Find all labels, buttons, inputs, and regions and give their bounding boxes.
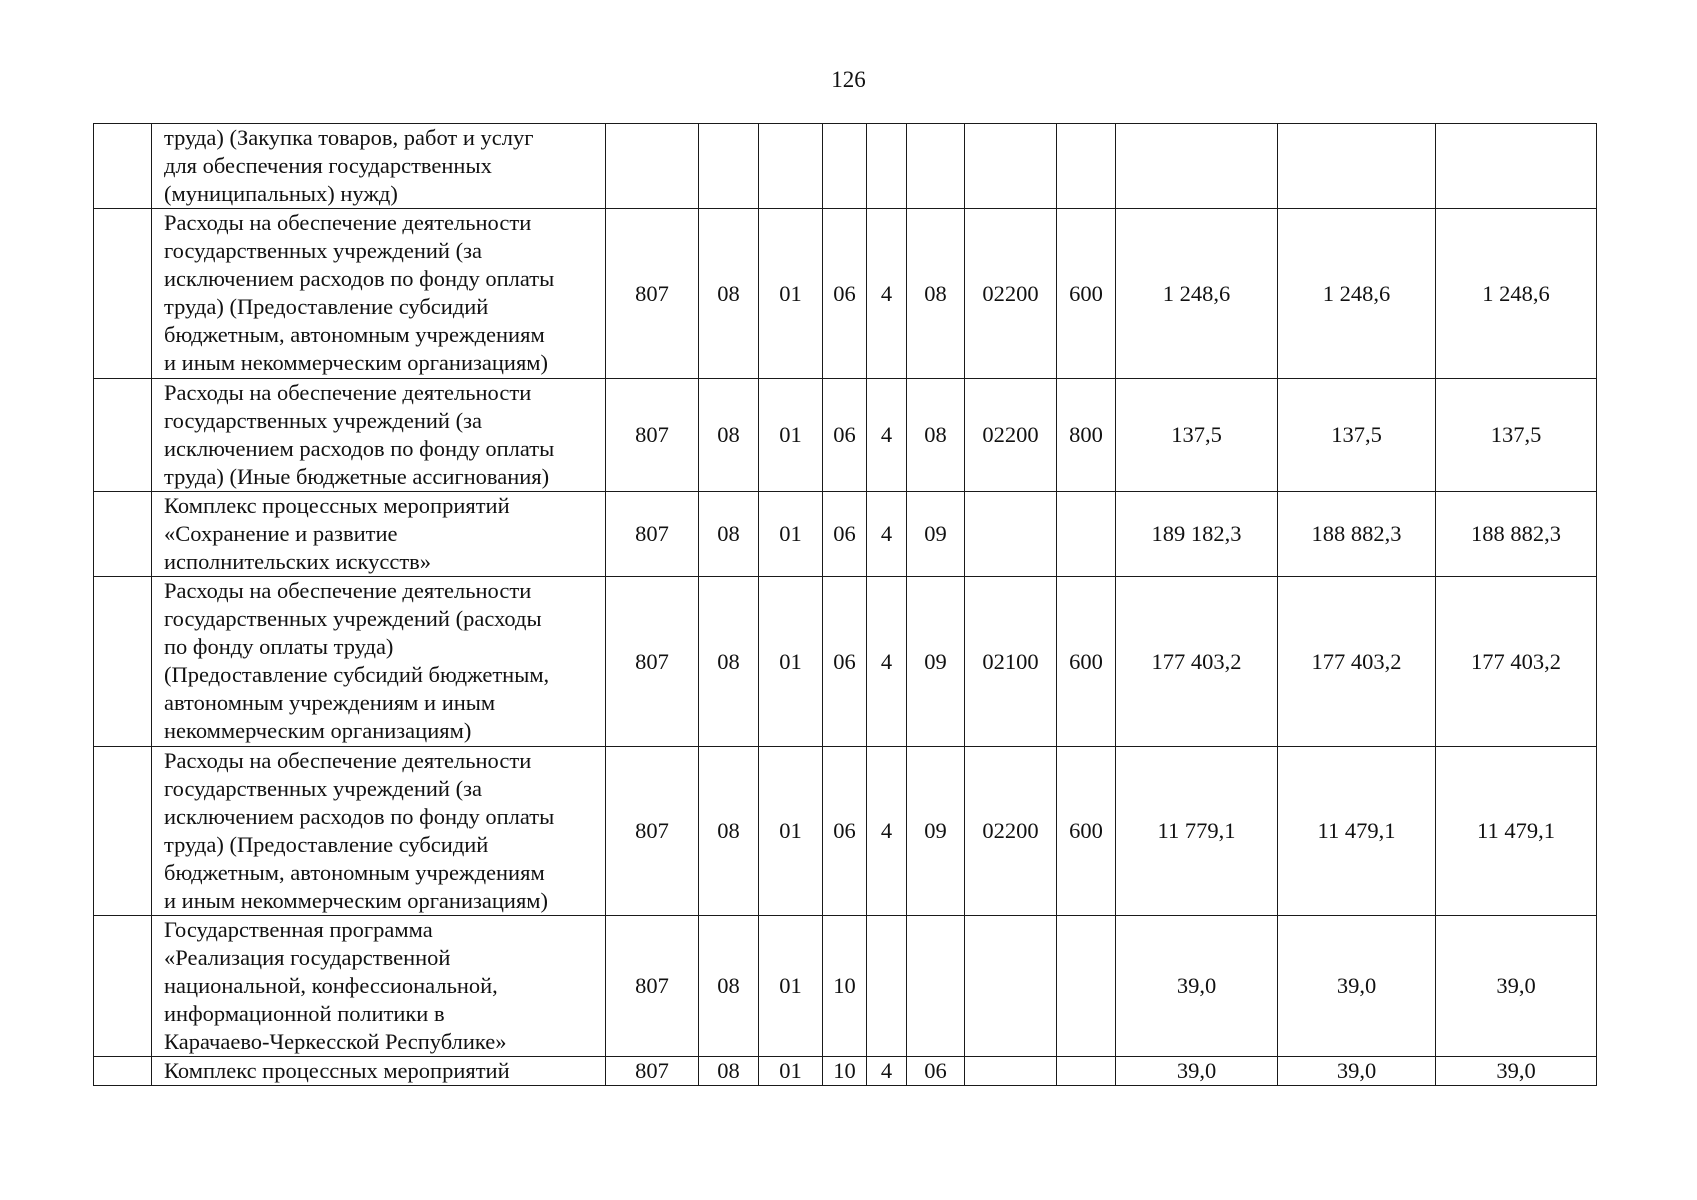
cell-index (94, 577, 152, 747)
cell-name: Расходы на обеспечение деятельности государственных учреждений (за исключением расходов по фонду оплаты труда) (Иные бюджетные ассигнования) (152, 379, 606, 492)
cell-code-program-type: 4 (867, 379, 907, 492)
cell-code-program: 06 (823, 577, 867, 747)
table-row (94, 492, 1597, 577)
cell-code-direction: 02200 (965, 379, 1057, 492)
cell-name: Комплекс процессных мероприятий «Сохранение и развитие исполнительских искусств» (152, 492, 606, 577)
cell-code-program-type: 4 (867, 492, 907, 577)
cell-name: Государственная программа «Реализация государственной национальной, конфессиональной, информационной политики в Карачаево-Черкесской Республике» (152, 916, 606, 1057)
cell-code-expense-type (1057, 124, 1116, 209)
cell-code-expense-type: 600 (1057, 577, 1116, 747)
cell-amount-year-2: 39,0 (1278, 916, 1436, 1057)
cell-amount-year-2: 188 882,3 (1278, 492, 1436, 577)
cell-code-subsection: 01 (759, 916, 823, 1057)
cell-code-section: 08 (699, 577, 759, 747)
cell-code-structure: 08 (907, 209, 965, 379)
cell-name: Расходы на обеспечение деятельности государственных учреждений (за исключением расходов по фонду оплаты труда) (Предоставление субсидий бюджетным, автономным учреждениям и иным некоммерческим организациям) (152, 209, 606, 379)
cell-code-structure: 09 (907, 577, 965, 747)
cell-amount-year-3: 39,0 (1436, 916, 1597, 1057)
cell-amount-year-2: 39,0 (1278, 1057, 1436, 1086)
cell-code-admin: 807 (606, 492, 699, 577)
cell-code-expense-type (1057, 1057, 1116, 1086)
cell-code-section: 08 (699, 492, 759, 577)
cell-code-expense-type (1057, 492, 1116, 577)
cell-code-section (699, 124, 759, 209)
cell-amount-year-1: 11 779,1 (1116, 747, 1278, 916)
cell-code-section: 08 (699, 209, 759, 379)
cell-amount-year-2 (1278, 124, 1436, 209)
cell-code-program-type: 4 (867, 1057, 907, 1086)
cell-code-admin: 807 (606, 1057, 699, 1086)
cell-code-section: 08 (699, 747, 759, 916)
cell-index (94, 1057, 152, 1086)
cell-amount-year-1: 39,0 (1116, 916, 1278, 1057)
table-row (94, 124, 1597, 209)
cell-code-admin: 807 (606, 747, 699, 916)
cell-code-structure: 09 (907, 492, 965, 577)
table-row (94, 209, 1597, 379)
cell-code-program: 06 (823, 379, 867, 492)
cell-index (94, 916, 152, 1057)
cell-amount-year-2: 177 403,2 (1278, 577, 1436, 747)
cell-code-expense-type (1057, 916, 1116, 1057)
budget-table (93, 123, 1597, 1086)
cell-index (94, 492, 152, 577)
cell-code-subsection: 01 (759, 209, 823, 379)
cell-code-expense-type: 600 (1057, 209, 1116, 379)
cell-amount-year-1: 189 182,3 (1116, 492, 1278, 577)
cell-code-structure: 08 (907, 379, 965, 492)
cell-amount-year-1: 137,5 (1116, 379, 1278, 492)
cell-amount-year-1: 177 403,2 (1116, 577, 1278, 747)
cell-index (94, 747, 152, 916)
cell-code-section: 08 (699, 916, 759, 1057)
cell-code-direction (965, 1057, 1057, 1086)
cell-code-program-type: 4 (867, 577, 907, 747)
cell-code-program: 06 (823, 747, 867, 916)
cell-amount-year-3: 188 882,3 (1436, 492, 1597, 577)
cell-amount-year-1: 39,0 (1116, 1057, 1278, 1086)
cell-code-program: 06 (823, 209, 867, 379)
cell-code-program-type: 4 (867, 747, 907, 916)
cell-amount-year-3: 39,0 (1436, 1057, 1597, 1086)
cell-name: труда) (Закупка товаров, работ и услуг для обеспечения государственных (муниципальных) нужд) (152, 124, 606, 209)
cell-amount-year-1 (1116, 124, 1278, 209)
cell-code-subsection: 01 (759, 492, 823, 577)
cell-amount-year-3: 177 403,2 (1436, 577, 1597, 747)
cell-amount-year-3: 137,5 (1436, 379, 1597, 492)
cell-code-program-type: 4 (867, 209, 907, 379)
cell-amount-year-3 (1436, 124, 1597, 209)
cell-amount-year-2: 1 248,6 (1278, 209, 1436, 379)
cell-amount-year-3: 1 248,6 (1436, 209, 1597, 379)
cell-code-expense-type: 800 (1057, 379, 1116, 492)
table-row (94, 1057, 1597, 1086)
cell-code-subsection (759, 124, 823, 209)
cell-amount-year-3: 11 479,1 (1436, 747, 1597, 916)
cell-index (94, 124, 152, 209)
cell-code-section: 08 (699, 1057, 759, 1086)
cell-code-admin: 807 (606, 209, 699, 379)
cell-code-admin: 807 (606, 577, 699, 747)
cell-code-direction (965, 124, 1057, 209)
cell-name: Расходы на обеспечение деятельности государственных учреждений (за исключением расходов по фонду оплаты труда) (Предоставление субсидий бюджетным, автономным учреждениям и иным некоммерческим организациям) (152, 747, 606, 916)
cell-code-direction: 02100 (965, 577, 1057, 747)
cell-code-program: 10 (823, 1057, 867, 1086)
cell-code-structure: 06 (907, 1057, 965, 1086)
cell-code-direction: 02200 (965, 209, 1057, 379)
cell-code-subsection: 01 (759, 379, 823, 492)
cell-code-program (823, 124, 867, 209)
cell-code-expense-type: 600 (1057, 747, 1116, 916)
cell-code-direction (965, 916, 1057, 1057)
cell-code-admin: 807 (606, 379, 699, 492)
table-row (94, 916, 1597, 1057)
table-row (94, 379, 1597, 492)
page-number: 126 (831, 67, 866, 92)
cell-code-section: 08 (699, 379, 759, 492)
cell-index (94, 209, 152, 379)
cell-code-admin (606, 124, 699, 209)
cell-code-subsection: 01 (759, 577, 823, 747)
cell-code-subsection: 01 (759, 1057, 823, 1086)
cell-index (94, 379, 152, 492)
cell-code-subsection: 01 (759, 747, 823, 916)
cell-name: Расходы на обеспечение деятельности государственных учреждений (расходы по фонду оплаты труда) (Предоставление субсидий бюджетным, автономным учреждениям и иным некоммерческим организациям) (152, 577, 606, 747)
cell-code-program: 06 (823, 492, 867, 577)
cell-amount-year-1: 1 248,6 (1116, 209, 1278, 379)
cell-amount-year-2: 137,5 (1278, 379, 1436, 492)
cell-code-structure (907, 916, 965, 1057)
cell-name: Комплекс процессных мероприятий (152, 1057, 606, 1086)
cell-code-structure (907, 124, 965, 209)
cell-code-admin: 807 (606, 916, 699, 1057)
cell-code-direction: 02200 (965, 747, 1057, 916)
table-row (94, 747, 1597, 916)
cell-code-program-type (867, 916, 907, 1057)
cell-amount-year-2: 11 479,1 (1278, 747, 1436, 916)
cell-code-direction (965, 492, 1057, 577)
cell-code-program-type (867, 124, 907, 209)
table-row (94, 577, 1597, 747)
cell-code-structure: 09 (907, 747, 965, 916)
cell-code-program: 10 (823, 916, 867, 1057)
